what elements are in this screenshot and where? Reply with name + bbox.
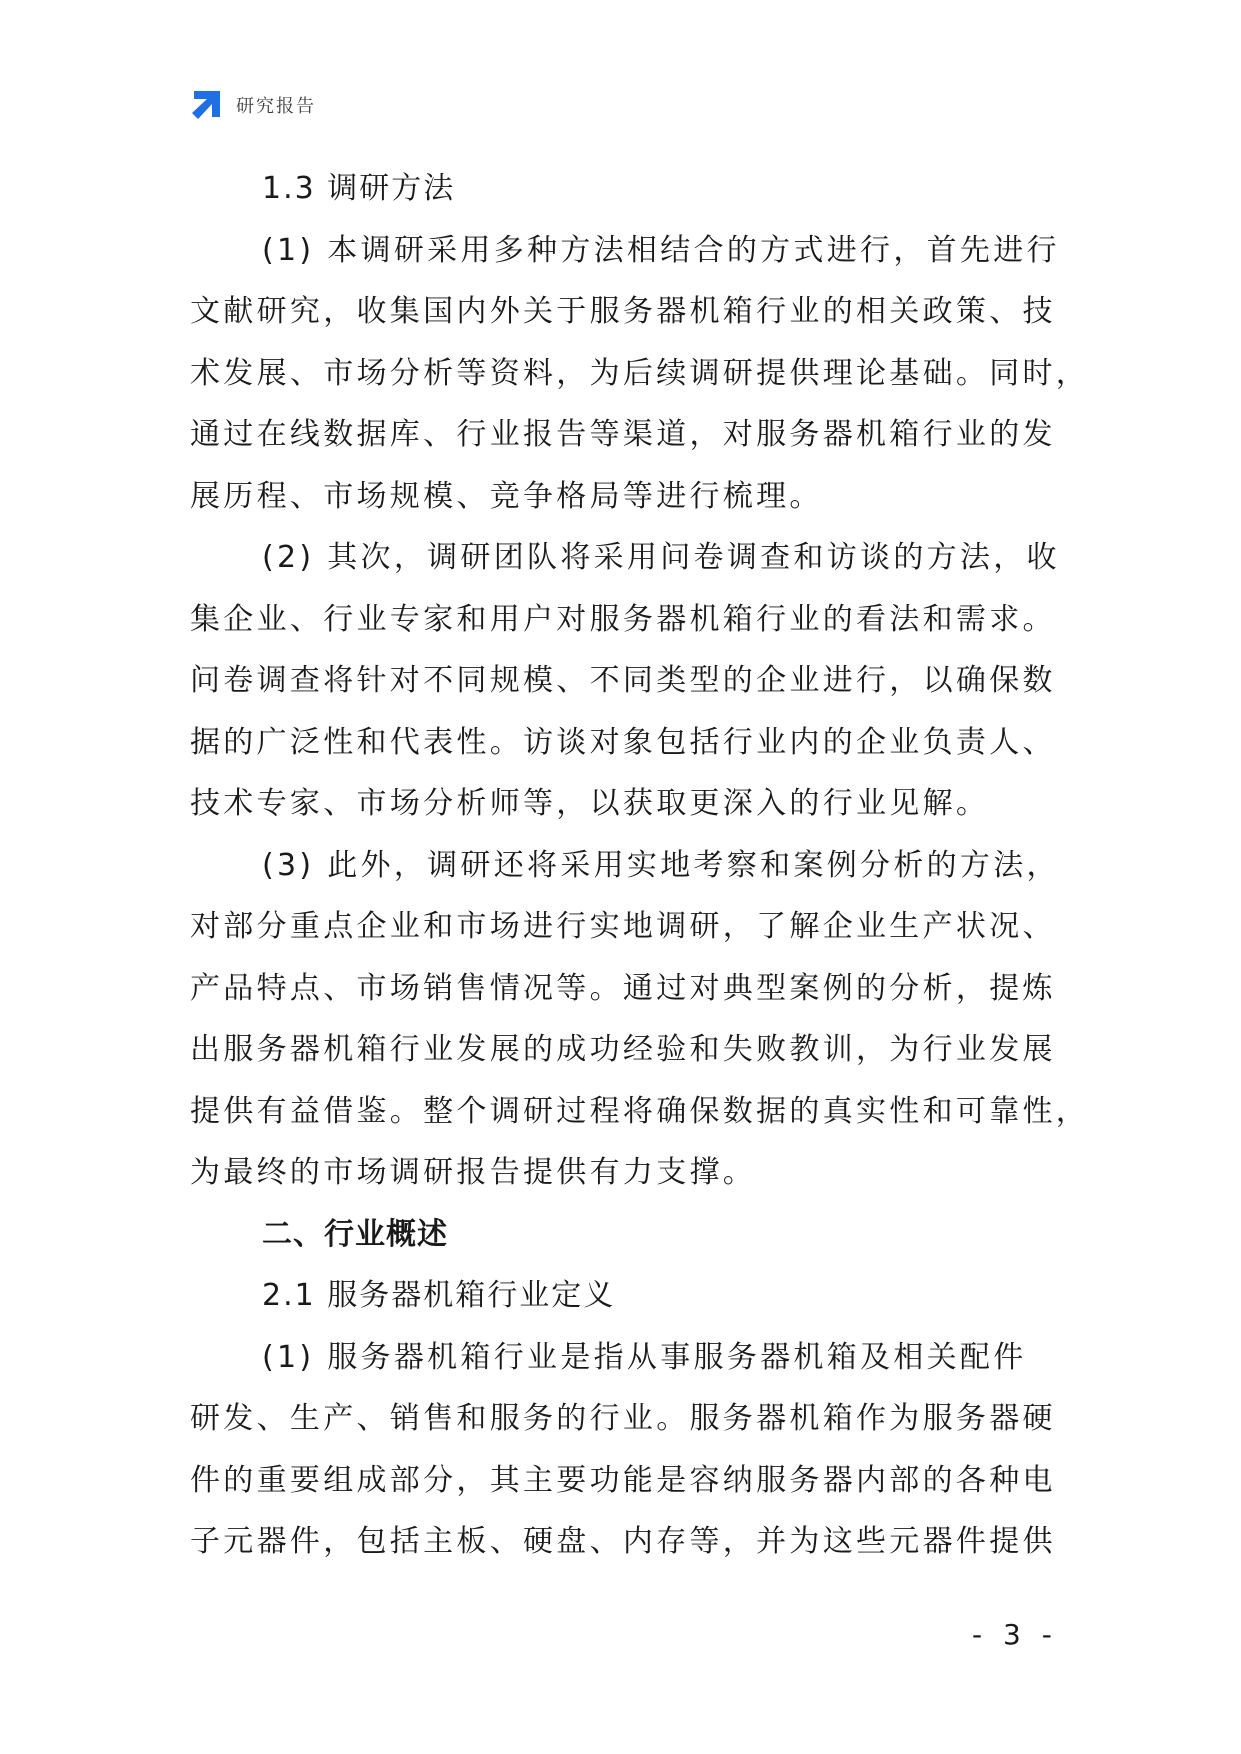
document-body bbox=[190, 158, 1090, 1573]
paragraph-line: 为最终的市场调研报告提供有力支撑。 bbox=[190, 1155, 757, 1190]
paragraph-line: 提供有益借鉴。整个调研过程将确保数据的真实性和可靠性， bbox=[190, 1093, 1090, 1129]
page-number: - 3 - bbox=[972, 1618, 1058, 1651]
paragraph-line: (3) 此外，调研还将采用实地考察和案例分析的方法， bbox=[262, 847, 1060, 883]
header-title: 研究报告 bbox=[236, 96, 316, 117]
paragraph-line: 研发、生产、销售和服务的行业。服务器机箱作为服务器硬 bbox=[190, 1401, 1056, 1436]
arrow-up-right-logo-icon bbox=[190, 89, 222, 121]
section-heading-2-1: 2.1 服务器机箱行业定义 bbox=[262, 1278, 616, 1313]
chapter-heading: 二、行业概述 bbox=[262, 1216, 448, 1252]
paragraph-line: 出服务器机箱行业发展的成功经验和失败教训，为行业发展 bbox=[190, 1032, 1056, 1067]
paragraph-line: 产品特点、市场销售情况等。通过对典型案例的分析，提炼 bbox=[190, 970, 1056, 1006]
paragraph-line: 文献研究，收集国内外关于服务器机箱行业的相关政策、技 bbox=[190, 294, 1056, 329]
paragraph-line: 术发展、市场分析等资料，为后续调研提供理论基础。同时， bbox=[190, 355, 1090, 391]
section-heading-1-3: 1.3 调研方法 bbox=[262, 171, 456, 206]
paragraph-line: (1) 本调研采用多种方法相结合的方式进行，首先进行 bbox=[262, 232, 1060, 268]
paragraph-line: 通过在线数据库、行业报告等渠道，对服务器机箱行业的发 bbox=[190, 417, 1056, 452]
paragraph-line: 对部分重点企业和市场进行实地调研，了解企业生产状况、 bbox=[190, 909, 1056, 944]
page-header bbox=[190, 88, 316, 122]
paragraph-line: 技术专家、市场分析师等，以获取更深入的行业见解。 bbox=[190, 786, 990, 821]
paragraph-line: 据的广泛性和代表性。访谈对象包括行业内的企业负责人、 bbox=[190, 724, 1056, 760]
paragraph-line: 子元器件，包括主板、硬盘、内存等，并为这些元器件提供 bbox=[190, 1524, 1056, 1559]
paragraph-line: (2) 其次，调研团队将采用问卷调查和访谈的方法，收 bbox=[262, 540, 1060, 575]
paragraph-line: 集企业、行业专家和用户对服务器机箱行业的看法和需求。 bbox=[190, 601, 1056, 637]
paragraph-line: 问卷调查将针对不同规模、不同类型的企业进行，以确保数 bbox=[190, 663, 1056, 698]
paragraph-line: (1) 服务器机箱行业是指从事服务器机箱及相关配件 bbox=[262, 1339, 1027, 1375]
paragraph-line: 展历程、市场规模、竞争格局等进行梳理。 bbox=[190, 478, 823, 514]
paragraph-line: 件的重要组成部分，其主要功能是容纳服务器内部的各种电 bbox=[190, 1462, 1056, 1498]
